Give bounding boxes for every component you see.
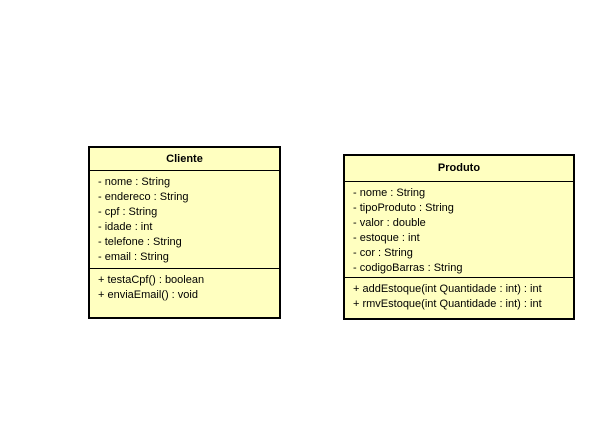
operation: + enviaEmail() : void [98, 289, 198, 301]
attribute: - nome : String [353, 187, 426, 199]
attribute: - nome : String [98, 176, 171, 188]
attribute: - cor : String [353, 247, 413, 259]
operations-section [90, 269, 279, 307]
attribute: - endereco : String [98, 191, 189, 203]
operations-section [345, 278, 573, 316]
attributes-section [345, 182, 573, 278]
attribute: - telefone : String [98, 236, 182, 248]
attribute: - codigoBarras : String [353, 262, 463, 274]
attribute: - estoque : int [353, 232, 420, 244]
attribute: - cpf : String [98, 206, 158, 218]
attribute: - idade : int [98, 221, 153, 233]
class-name: Cliente [90, 148, 279, 171]
operation: + testaCpf() : boolean [98, 274, 205, 286]
uml-class-produto[interactable] [343, 154, 575, 320]
class-name: Produto [345, 156, 573, 182]
attribute: - email : String [98, 251, 169, 263]
attributes-section [90, 171, 279, 269]
uml-class-cliente[interactable] [88, 146, 281, 319]
operation: + rmvEstoque(int Quantidade : int) : int [353, 298, 542, 310]
attribute: - valor : double [353, 217, 426, 229]
attribute: - tipoProduto : String [353, 202, 454, 214]
operation: + addEstoque(int Quantidade : int) : int [353, 283, 542, 295]
